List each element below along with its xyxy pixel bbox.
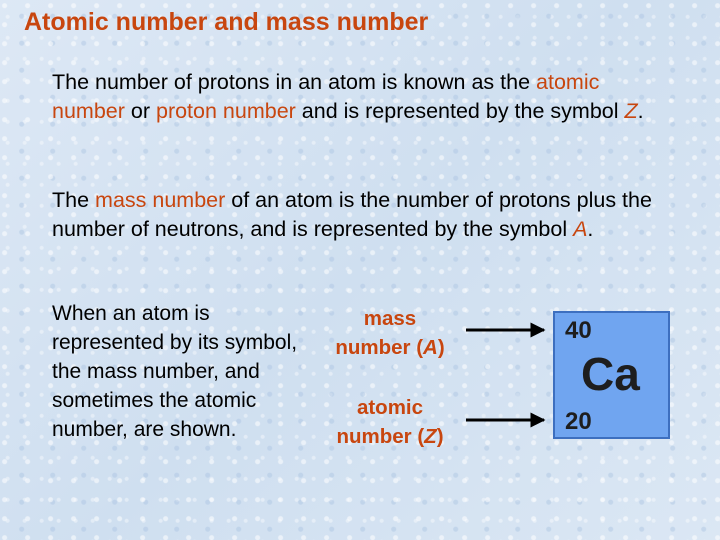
text-span: . — [587, 217, 594, 241]
symbol-a: A — [573, 217, 588, 241]
label-text: number ( — [336, 425, 425, 448]
notation-note: When an atom is represented by its symbol, the mass number, and sometimes the atomic number, are shown. — [52, 302, 298, 441]
text-span: of an atom is the number of protons plus the number of neutrons, and is represented by the symbol — [52, 188, 652, 241]
slide-title: Atomic number and mass number — [24, 8, 429, 36]
symbol-a: A — [423, 336, 438, 359]
term-atomic-number: atomic number — [52, 70, 600, 123]
text-span: The number of protons in an atom is known as the — [52, 70, 537, 94]
text-span: . — [637, 99, 644, 123]
element-box — [553, 311, 670, 439]
term-proton-number: proton number — [155, 99, 296, 123]
label-text: ) — [437, 336, 445, 359]
text-span: or — [124, 99, 156, 123]
element-symbol: Ca — [581, 348, 640, 400]
element-atomic-number: 20 — [565, 408, 592, 435]
symbol-z: Z — [624, 99, 638, 123]
atomic-label-line1: atomic — [356, 396, 424, 419]
mass-label-line1: mass — [363, 307, 417, 330]
label-text: number ( — [335, 336, 424, 359]
element-mass-number: 40 — [565, 317, 592, 344]
symbol-z: Z — [424, 425, 437, 448]
term-mass-number: mass number — [95, 188, 226, 212]
text-span: The — [52, 188, 96, 212]
label-text: ) — [436, 425, 444, 448]
text-span: and is represented by the symbol — [295, 99, 625, 123]
